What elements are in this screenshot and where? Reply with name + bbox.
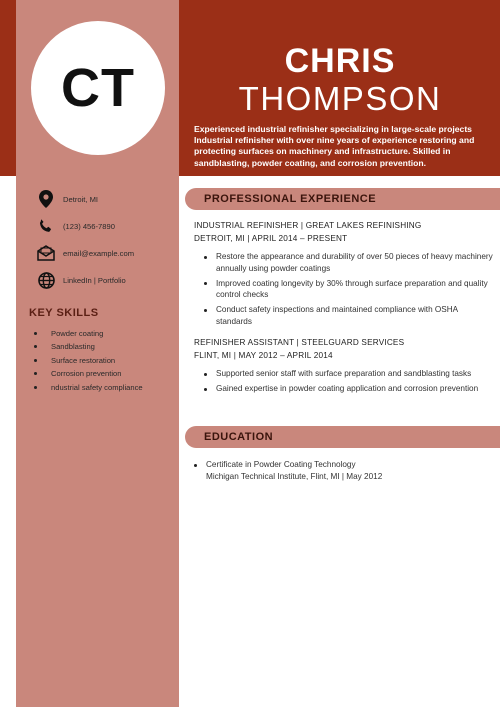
avatar xyxy=(31,21,165,155)
job-bullet: Conduct safety inspections and maintained compliance with OSHA standards xyxy=(194,304,494,327)
education-heading: EDUCATION xyxy=(204,431,274,443)
contact-location xyxy=(36,189,176,209)
job-bullet: Restore the appearance and durability of over 50 pieces of heavy machinery annually using powder coatings xyxy=(194,251,494,274)
skill-item: Powder coating xyxy=(30,327,175,340)
job-bullets xyxy=(194,368,494,398)
job-bullet: Supported senior staff with surface preparation and sandblasting tasks xyxy=(194,368,494,380)
contact-links xyxy=(36,270,176,290)
location-text: Detroit, MI xyxy=(63,194,99,204)
skills-list xyxy=(30,327,175,394)
phone-text: (123) 456-7890 xyxy=(63,221,115,231)
summary-text: Experienced industrial refinisher specializing in large-scale projects Industrial refinisher with over nine years of experience restoring and protecting surfaces on machinery and infrastructure. Skilled in sandblasting, powder coating, and corrosion prevention. xyxy=(194,124,475,168)
education-school: Michigan Technical Institute, Flint, MI | May 2012 xyxy=(206,471,383,481)
phone-icon xyxy=(36,216,56,236)
job-title: INDUSTRIAL REFINISHER | GREAT LAKES REFINISHING xyxy=(194,221,422,230)
contact-email xyxy=(36,243,176,263)
job-bullet: Improved coating longevity by 30% through surface preparation and quality control checks xyxy=(194,278,494,301)
contact-phone xyxy=(36,216,176,236)
job-bullet: Gained expertise in powder coating application and corrosion prevention xyxy=(194,383,494,395)
job-bullets xyxy=(194,251,494,331)
location-pin-icon xyxy=(36,189,56,209)
education-section-bar xyxy=(185,426,500,448)
skill-item: Corrosion prevention xyxy=(30,367,175,380)
job-meta: DETROIT, MI | APRIL 2014 – PRESENT xyxy=(194,234,348,243)
skill-item: ndustrial safety compliance xyxy=(30,381,175,394)
last-name: THOMPSON xyxy=(238,80,442,117)
job-meta: FLINT, MI | MAY 2012 – APRIL 2014 xyxy=(194,351,333,360)
skill-item: Surface restoration xyxy=(30,354,175,367)
links-text[interactable]: LinkedIn | Portfolio xyxy=(63,275,126,285)
email-icon xyxy=(36,243,56,263)
education-degree: Certificate in Powder Coating Technology xyxy=(206,460,356,469)
experience-section-bar xyxy=(185,188,500,210)
globe-icon xyxy=(36,270,56,290)
skill-item: Sandblasting xyxy=(30,340,175,353)
experience-heading: PROFESSIONAL EXPERIENCE xyxy=(204,193,377,205)
first-name: CHRIS xyxy=(284,42,396,80)
education-item xyxy=(194,459,500,482)
email-link[interactable]: email@example.com xyxy=(63,248,135,258)
avatar-initials: CT xyxy=(61,58,135,118)
job-title: REFINISHER ASSISTANT | STEELGUARD SERVICES xyxy=(194,338,405,347)
skills-heading: KEY SKILLS xyxy=(29,307,99,319)
